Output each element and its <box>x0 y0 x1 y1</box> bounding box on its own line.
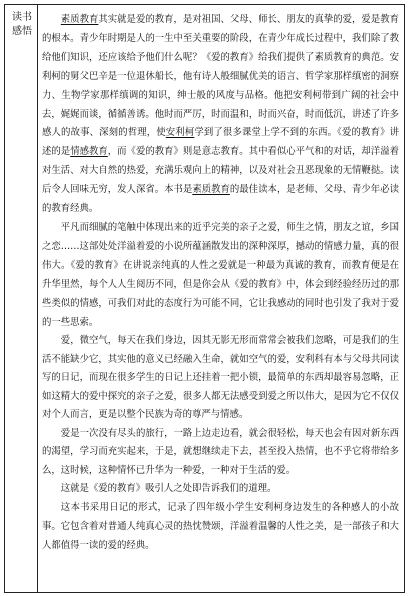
text-run: ，而《爱的教育》则是意志教育。其中看似心平气和的对话，却洋溢着对生活、对大自然的热爱，充满乐观向上的精神，以及对社会丑恶现象的无情鞭挞。读后令人回味无穷，发人深省。本书是 <box>42 146 399 196</box>
text-run: 的最佳读本，是老师、父母、青少年必读的教育经典。 <box>42 184 399 215</box>
reading-notes-table <box>4 4 405 593</box>
label-line-2: 感悟 <box>12 26 32 37</box>
text-run: 平凡而细腻的笔触中体现出来的近乎完美的亲子之爱，师生之情，朋友之谊，乡国之恋……这部处处洋溢着爱的小说所蕴涵散发出的深种深厚，撼动的情感力量，真的很伟大。《爱的教育》在讲说亲纯真的人性之爱就是一种最为真诚的教育，而教育便是在升华里然，每个人人生阅历不同，但是你会从《爱的教育》中，体会到经验经历过的那些类似的情感，可我们对此的态度行为可能不同，它让我感动的同时也引发了我对于爱的一些思索。 <box>42 221 399 328</box>
paragraph-6 <box>42 499 399 556</box>
paragraph-3 <box>42 332 399 425</box>
text-run: 其实就是爱的教育，是对祖国、父母、师长、朋友的真挚的爱，爱是教育的根本。青少年时期是人的一生中至关重要的阶段，在青少年成长过程中，我们除了教给他们知识，还应该给予他们什么呢？《爱的教育》给我们提供了素质教育的典范。安利柯的舅父巴辛是一位退休船长，他有诗人般细腻优美的语言、哲学家那样缜密的洞察力、生物学家那样缜调的知识，绅士般的风度与品格。他把安利柯带到广阔的社会中去，娓娓而谈，循循善诱。他时而严厉，时而温和，时而兴奋，时而低沉，讲述了许多感人的故事、深刻的哲理，使 <box>42 14 399 139</box>
label-line-1: 读书 <box>12 12 32 23</box>
text-run: 爱是一次没有尽头的旅行，一路上边走边看，就会很轻松，每天也会有因对新东西的渴望，学习而充实起来，于是，就想继续走下去，甚至投入热情，也不乎它将带给多么，这时候，这种情怀已升华为一种爱，一种对于生活的爱。 <box>42 427 399 476</box>
text-run: 这就是《爱的教育》吸引人之处即告诉我们的道理。 <box>60 483 277 495</box>
underlined-term: 素质教育 <box>60 14 99 25</box>
text-run: 这本书采用日记的形式，记录了四年级小学生安利柯身边发生的各种感人的小故事。它包含着对普通人纯真心灵的热忱赞颂，洋溢着温馨的人性之美，是一部孩子和大人都值得一读的爱的经典。 <box>42 502 399 552</box>
label-text <box>8 11 36 39</box>
text-run: 学到了很多课堂上学不到的东西。《爱的教育》讲述的是 <box>42 127 399 158</box>
underlined-term: 素质教育 <box>192 184 230 196</box>
underlined-term: 情感教育 <box>70 146 108 158</box>
label-cell <box>5 5 38 592</box>
underlined-term: 安利柯 <box>165 127 195 139</box>
paragraph-4 <box>42 425 399 481</box>
paragraph-1 <box>42 11 399 219</box>
text-run: 爱，微空气，每天在我们身边，因其无影无形而常常会被我们忽略，可是我们的生活不能缺少它，其实他的意义已经融入生命，就如空气的爱，安利科有本与父母共同读写的日记，而现在很多学生的日记上还挂着一把小锁，最简单的东西却最容易忽略，正如这精大的爱中探究的亲子之爱，很多人都无法感受到爱之所以伟大，是因为它不仅仅对个人而言，更是以整个民族为奇的尊严与情感。 <box>42 335 399 421</box>
content-cell <box>42 11 399 556</box>
paragraph-5 <box>42 480 399 499</box>
paragraph-2 <box>42 219 399 332</box>
